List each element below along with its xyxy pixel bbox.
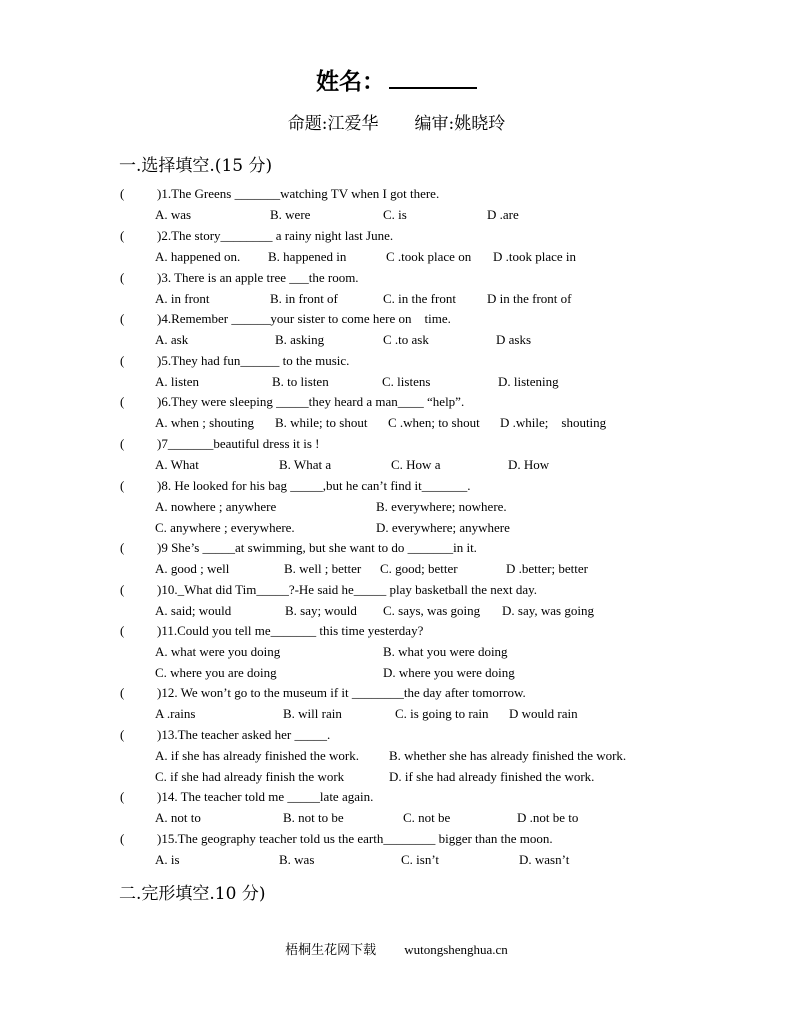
answer-blank[interactable]: ( (120, 394, 125, 409)
answer-blank[interactable]: ( (120, 685, 125, 700)
option-c: C. in the front (383, 291, 456, 306)
name-label: 姓名： (316, 69, 385, 95)
section-heading-cloze: 二.完形填空.10 分) (119, 884, 266, 904)
answer-blank[interactable]: ( (120, 478, 125, 493)
option-d: D .while; shouting (500, 415, 607, 430)
option-a: A. good ; well (155, 561, 230, 576)
option-b: B. whether she has already finished the work. (389, 748, 627, 763)
option-b: B. well ; better (284, 561, 362, 576)
option-a: A. listen (155, 374, 200, 389)
section-heading-multiple-choice: 一.选择填空.(15 分) (119, 156, 273, 176)
option-a: A. nowhere ; anywhere (155, 499, 277, 514)
option-a: A. is (155, 852, 180, 867)
option-d: D would rain (509, 706, 578, 721)
option-a: A. was (155, 207, 192, 222)
option-d: D. wasn’t (519, 852, 570, 867)
question-text: )2.The story________ a rainy night last June. (157, 228, 394, 243)
answer-blank[interactable]: ( (120, 789, 125, 804)
question-text: )10._What did Tim_____?-He said he_____ play basketball the next day. (157, 582, 538, 597)
footer-site: wutongshenghua.cn (404, 942, 508, 957)
option-d: D asks (496, 332, 532, 347)
answer-blank[interactable]: ( (120, 228, 125, 243)
option-b: B. was (279, 852, 315, 867)
question-text: )15.The geography teacher told us the earth________ bigger than the moon. (157, 831, 553, 846)
option-c: C. How a (391, 457, 441, 472)
option-a: A. not to (155, 810, 201, 825)
option-a: A .rains (155, 706, 196, 721)
option-d: D. everywhere; anywhere (376, 520, 510, 535)
option-c: C. says, was going (383, 603, 481, 618)
option-d: D .not be to (517, 810, 579, 825)
answer-blank[interactable]: ( (120, 623, 125, 638)
option-b: B. happened in (268, 249, 347, 264)
question-text: )12. We won’t go to the museum if it ________the day after tomorrow. (157, 685, 526, 700)
answer-blank[interactable]: ( (120, 540, 125, 555)
name-field-title (0, 63, 793, 96)
option-a: A. if she has already finished the work. (155, 748, 359, 763)
option-c: C. where you are doing (155, 665, 277, 680)
option-b: B. what you were doing (383, 644, 508, 659)
question-text: )9 She’s _____at swimming, but she want to do _______in it. (157, 540, 477, 555)
question-text: )11.Could you tell me_______ this time yesterday? (157, 623, 424, 638)
option-b: B. in front of (270, 291, 338, 306)
option-c: C. is (383, 207, 407, 222)
page-footer (0, 939, 793, 958)
option-d: D. listening (498, 374, 559, 389)
question-text: )8. He looked for his bag _____,but he can’t find it_______. (157, 478, 471, 493)
option-b: B. everywhere; nowhere. (376, 499, 507, 514)
option-b: B. What a (279, 457, 332, 472)
option-a: A. happened on. (155, 249, 241, 264)
author-credit: 命题:江爱华 (287, 114, 379, 134)
option-a: A. what were you doing (155, 644, 281, 659)
answer-blank[interactable]: ( (120, 311, 125, 326)
option-a: A. in front (155, 291, 210, 306)
option-d: D .are (487, 207, 519, 222)
answer-blank[interactable]: ( (120, 270, 125, 285)
option-d: D in the front of (487, 291, 572, 306)
option-a: A. ask (155, 332, 189, 347)
option-b: B. not to be (283, 810, 344, 825)
option-c: C. anywhere ; everywhere. (155, 520, 295, 535)
option-c: C. good; better (380, 561, 458, 576)
question-text: )13.The teacher asked her _____. (157, 727, 331, 742)
name-blank[interactable] (389, 69, 477, 89)
option-a: A. What (155, 457, 199, 472)
answer-blank[interactable]: ( (120, 436, 125, 451)
option-c: C. isn’t (401, 852, 440, 867)
option-b: B. to listen (272, 374, 329, 389)
option-d: D. if she had already finished the work. (389, 769, 595, 784)
option-d: D. say, was going (502, 603, 594, 618)
option-b: B. asking (275, 332, 325, 347)
option-c: C .to ask (383, 332, 429, 347)
question-text: )7_______beautiful dress it is ! (157, 436, 320, 451)
option-b: B. while; to shout (275, 415, 368, 430)
option-d: D .better; better (506, 561, 588, 576)
option-c: C. is going to rain (395, 706, 489, 721)
credits (0, 109, 793, 134)
question-text: )1.The Greens _______watching TV when I got there. (157, 186, 440, 201)
answer-blank[interactable]: ( (120, 582, 125, 597)
option-d: D. How (508, 457, 550, 472)
option-c: C. not be (403, 810, 451, 825)
option-b: B. will rain (283, 706, 342, 721)
answer-blank[interactable]: ( (120, 186, 125, 201)
option-d: D .took place in (493, 249, 577, 264)
question-text: )4.Remember ______your sister to come here on time. (157, 311, 451, 326)
option-d: D. where you were doing (383, 665, 515, 680)
footer-source: 梧桐生花网下载 (285, 942, 377, 957)
option-c: C. listens (382, 374, 431, 389)
option-b: B. say; would (285, 603, 357, 618)
option-a: A. said; would (155, 603, 232, 618)
question-text: )3. There is an apple tree ___the room. (157, 270, 359, 285)
answer-blank[interactable]: ( (120, 831, 125, 846)
question-text: )6.They were sleeping _____they heard a man____ “help”. (157, 394, 465, 409)
answer-blank[interactable]: ( (120, 727, 125, 742)
reviewer-credit: 编审:姚晓玲 (414, 114, 506, 134)
option-a: A. when ; shouting (155, 415, 254, 430)
question-text: )14. The teacher told me _____late again. (157, 789, 374, 804)
option-c: C .took place on (386, 249, 472, 264)
question-text: )5.They had fun______ to the music. (157, 353, 350, 368)
option-c: C .when; to shout (388, 415, 480, 430)
option-c: C. if she had already finish the work (155, 769, 345, 784)
answer-blank[interactable]: ( (120, 353, 125, 368)
option-b: B. were (270, 207, 311, 222)
